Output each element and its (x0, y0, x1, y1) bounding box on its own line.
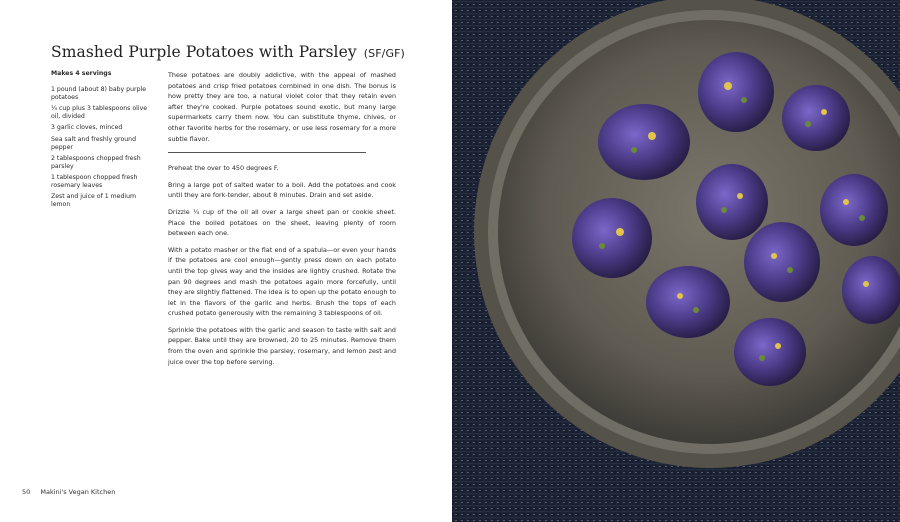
potato (572, 198, 652, 278)
ingredient-item: 1 pound (about 8) baby purple potatoes (51, 86, 147, 102)
page-footer (22, 488, 115, 496)
method-step: Drizzle ¼ cup of the oil all over a large sheet pan or cookie sheet. Place the boiled potatoes on the sheet, leaving plenty of room between each one. (168, 207, 396, 238)
ingredient-item: 1 tablespoon chopped fresh rosemary leaves (51, 173, 138, 190)
ingredients-column (51, 70, 151, 212)
diet-tag: (SF/GF) (363, 47, 405, 60)
ingredient-item: Zest and juice of 1 medium lemon (51, 193, 137, 209)
potato (598, 104, 690, 180)
potato (698, 52, 774, 132)
method-step: Sprinkle the potatoes with the garlic and season to taste with salt and pepper. Bake until they are browned, 20 to 25 minutes. Remove them from the oven and sprinkle the parsley, rosemary, and lemon zest and juice over the top before serving. (168, 325, 396, 366)
potato (646, 266, 730, 338)
potato (842, 256, 900, 324)
method-step: Bring a large pot of salted water to a boil. Add the potatoes and cook until they are fork-tender, about 8 minutes. Drain and set aside. (168, 180, 396, 200)
potatoes-photo-illustration (452, 0, 900, 522)
potato (782, 85, 850, 151)
divider (168, 152, 366, 153)
food-photo (452, 0, 900, 522)
recipe-title-text: Smashed Purple Potatoes with Parsley (51, 43, 357, 61)
potato (696, 164, 768, 240)
recipe-body (168, 70, 396, 373)
method-step: Preheat the over to 450 degrees F. (168, 164, 279, 173)
ingredient-item: Sea salt and freshly ground pepper (51, 135, 137, 151)
ingredient-item: 3 garlic cloves, minced (51, 124, 123, 132)
potato (744, 222, 820, 302)
intro-paragraph: These potatoes are doubly addictive, with the appeal of mashed potatoes and crisp fried potatoes combined in one dish. The bonus is how pretty they are too, a natural violet color that they retain even after they're cooked. Purple potatoes sound exotic, but many large supermarkets carry them now. You can substitute thyme, chives, or other favorite herbs for the rosemary, or use less rosemary for a more subtle flavor. (168, 71, 396, 143)
servings-yield: Makes 4 servings (51, 70, 112, 77)
potato (820, 174, 888, 246)
potato (734, 318, 806, 386)
recipe-title (51, 43, 405, 61)
method-step: With a potato masher or the flat end of a spatula—or even your hands if the potatoes are cool enough—gently press down on each potato until the top gives way and the insides are lightly crushed. Rotate the pan 90 degrees and mash the potatoes again more forcefully, until they are slightly flattened. The idea is to open up the potato enough to let in the flavors of the garlic and herbs. Brush the tops of each crushed potato generously with the remaining 3 tablespoons of oil. (168, 245, 396, 318)
book-title: Makini's Vegan Kitchen (40, 488, 116, 496)
ingredient-item: 2 tablespoons chopped fresh parsley (51, 154, 141, 170)
ingredient-item: ¼ cup plus 3 tablespoons olive oil, divided (51, 105, 148, 121)
page-number: 50 (22, 488, 31, 496)
